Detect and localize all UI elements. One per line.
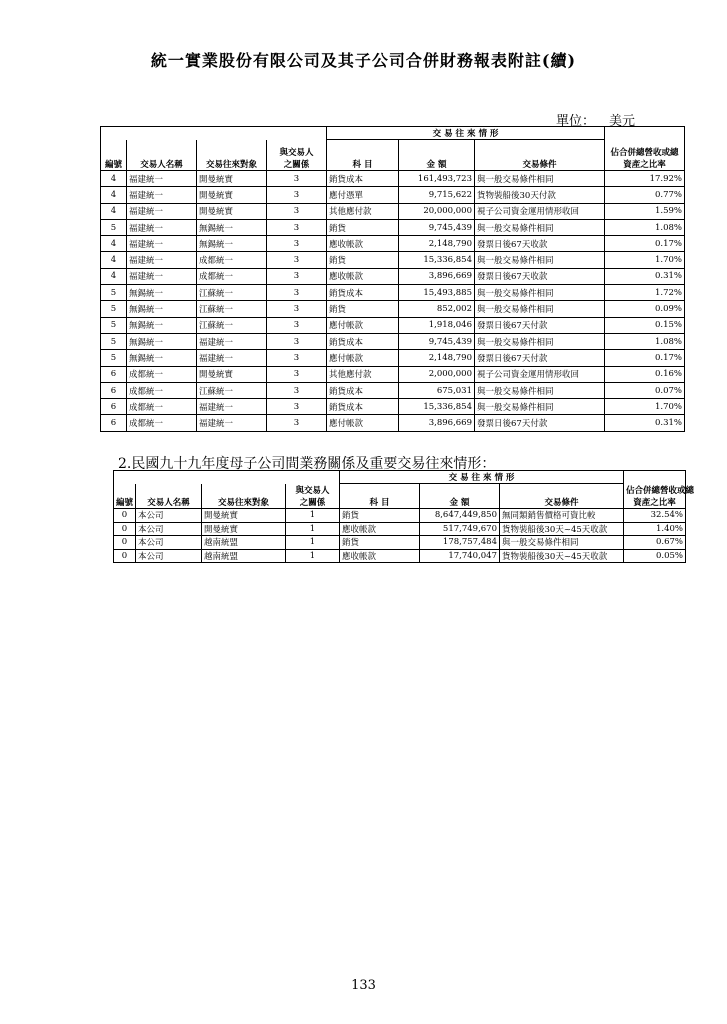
table-row (114, 549, 686, 563)
cell-terms: 與一般交易條件相同 (475, 333, 605, 349)
section2-heading: 2.民國九十九年度母子公司間業務關係及重要交易往來情形： (118, 456, 496, 472)
cell-counterparty: 越南統盟 (202, 549, 286, 563)
cell-no: 6 (101, 366, 127, 382)
cell-ratio: 1.40% (624, 522, 686, 536)
cell-account: 銷貨 (327, 219, 399, 235)
cell-counterparty: 開曼統實 (197, 171, 267, 187)
table1-header-ratio-line1: 佔合併總營收或總 (610, 148, 679, 158)
cell-relation: 3 (267, 171, 327, 187)
cell-no: 6 (101, 382, 127, 398)
cell-ratio: 0.77% (605, 187, 685, 203)
cell-ratio: 0.17% (605, 236, 685, 252)
cell-terms: 與一般交易條件相同 (475, 301, 605, 317)
table1-header-no: 編號 (101, 140, 127, 171)
cell-relation: 1 (286, 549, 340, 563)
cell-party: 成都統一 (127, 366, 197, 382)
table2-header-ratio-line1: 佔合併總營收或總 (626, 486, 695, 496)
cell-account: 銷貨 (327, 301, 399, 317)
table-row (101, 366, 685, 382)
cell-relation: 3 (267, 366, 327, 382)
table-row (101, 236, 685, 252)
cell-relation: 3 (267, 350, 327, 366)
cell-relation: 3 (267, 219, 327, 235)
cell-no: 4 (101, 187, 127, 203)
cell-amount: 3,896,669 (399, 268, 475, 284)
cell-party: 無錫統一 (127, 317, 197, 333)
cell-amount: 20,000,000 (399, 203, 475, 219)
cell-terms: 視子公司資金運用情形收回 (475, 366, 605, 382)
cell-no: 5 (101, 301, 127, 317)
cell-ratio: 0.17% (605, 350, 685, 366)
cell-amount: 517,749,670 (420, 522, 500, 536)
cell-counterparty: 開曼統實 (197, 187, 267, 203)
cell-ratio: 0.09% (605, 301, 685, 317)
cell-ratio: 1.08% (605, 333, 685, 349)
cell-amount: 161,493,723 (399, 171, 475, 187)
table1-header-relation-line2: 之關係 (283, 160, 310, 170)
table-row (101, 382, 685, 398)
table-row (101, 399, 685, 415)
table1-header-account: 科 目 (327, 140, 399, 171)
cell-counterparty: 江蘇統一 (197, 301, 267, 317)
cell-party: 無錫統一 (127, 301, 197, 317)
cell-terms: 視子公司資金運用情形收回 (475, 203, 605, 219)
cell-no: 0 (114, 536, 136, 550)
cell-party: 成都統一 (127, 382, 197, 398)
table-row (114, 522, 686, 536)
cell-party: 本公司 (136, 549, 202, 563)
table1-header-terms: 交易條件 (475, 140, 605, 171)
table1-header-counterparty: 交易往來對象 (197, 140, 267, 171)
cell-party: 無錫統一 (127, 333, 197, 349)
cell-amount: 15,493,885 (399, 285, 475, 301)
table-row (101, 252, 685, 268)
cell-counterparty: 成都統一 (197, 268, 267, 284)
cell-counterparty: 福建統一 (197, 399, 267, 415)
table2-header-relation (286, 484, 340, 509)
cell-no: 5 (101, 317, 127, 333)
cell-relation: 3 (267, 252, 327, 268)
table2-group-header: 交 易 往 來 情 形 (340, 471, 624, 484)
table-row (101, 285, 685, 301)
cell-amount: 8,647,449,850 (420, 509, 500, 523)
cell-relation: 3 (267, 415, 327, 431)
table-row (114, 536, 686, 550)
cell-no: 0 (114, 549, 136, 563)
cell-amount: 2,148,790 (399, 236, 475, 252)
cell-counterparty: 無錫統一 (197, 236, 267, 252)
cell-relation: 3 (267, 317, 327, 333)
cell-party: 福建統一 (127, 171, 197, 187)
table1-header-amount: 金 額 (399, 140, 475, 171)
table-row (101, 415, 685, 431)
cell-amount: 675,031 (399, 382, 475, 398)
cell-counterparty: 福建統一 (197, 350, 267, 366)
table2-header-party: 交易人名稱 (136, 484, 202, 509)
cell-no: 5 (101, 350, 127, 366)
cell-account: 銷貨成本 (327, 399, 399, 415)
table-row (101, 350, 685, 366)
table2-body (114, 509, 686, 563)
cell-account: 銷貨 (327, 252, 399, 268)
cell-amount: 9,745,439 (399, 333, 475, 349)
cell-ratio: 1.70% (605, 399, 685, 415)
cell-account: 應收帳款 (340, 549, 420, 563)
table-row (101, 301, 685, 317)
table1-body (101, 171, 685, 432)
cell-counterparty: 江蘇統一 (197, 285, 267, 301)
cell-relation: 3 (267, 382, 327, 398)
cell-counterparty: 江蘇統一 (197, 382, 267, 398)
cell-ratio: 0.05% (624, 549, 686, 563)
cell-account: 應付憑單 (327, 187, 399, 203)
cell-party: 本公司 (136, 522, 202, 536)
cell-ratio: 0.15% (605, 317, 685, 333)
cell-counterparty: 成都統一 (197, 252, 267, 268)
cell-ratio: 0.16% (605, 366, 685, 382)
table1-header-relation-line1: 與交易人 (279, 148, 314, 158)
cell-ratio: 0.07% (605, 382, 685, 398)
cell-terms: 發票日後67天收款 (475, 268, 605, 284)
cell-relation: 3 (267, 203, 327, 219)
cell-ratio: 1.08% (605, 219, 685, 235)
cell-terms: 貨物裝船後30天~45天收款 (500, 522, 624, 536)
cell-relation: 1 (286, 509, 340, 523)
cell-no: 0 (114, 522, 136, 536)
cell-terms: 貨物裝船後30天付款 (475, 187, 605, 203)
cell-party: 福建統一 (127, 203, 197, 219)
cell-relation: 3 (267, 301, 327, 317)
cell-terms: 與一般交易條件相同 (475, 285, 605, 301)
cell-ratio: 17.92% (605, 171, 685, 187)
cell-ratio: 1.70% (605, 252, 685, 268)
cell-terms: 與一般交易條件相同 (475, 171, 605, 187)
cell-account: 其他應付款 (327, 366, 399, 382)
table2-header-amount: 金 額 (420, 484, 500, 509)
cell-account: 應收帳款 (340, 522, 420, 536)
cell-ratio: 0.31% (605, 415, 685, 431)
cell-no: 5 (101, 333, 127, 349)
cell-party: 無錫統一 (127, 350, 197, 366)
cell-party: 福建統一 (127, 268, 197, 284)
cell-no: 4 (101, 203, 127, 219)
table-row (114, 509, 686, 523)
cell-no: 4 (101, 268, 127, 284)
cell-relation: 3 (267, 268, 327, 284)
cell-counterparty: 福建統一 (197, 415, 267, 431)
table2-header-ratio-line2: 資產之比率 (633, 498, 676, 508)
cell-no: 0 (114, 509, 136, 523)
unit-label-text: 單位： (556, 114, 596, 129)
table-row (101, 203, 685, 219)
cell-amount: 178,757,484 (420, 536, 500, 550)
cell-account: 銷貨 (340, 509, 420, 523)
cell-amount: 2,000,000 (399, 366, 475, 382)
cell-terms: 無同類銷售價格可資比較 (500, 509, 624, 523)
cell-terms: 與一般交易條件相同 (500, 536, 624, 550)
cell-counterparty: 開曼統實 (202, 509, 286, 523)
cell-account: 應付帳款 (327, 415, 399, 431)
cell-amount: 15,336,854 (399, 252, 475, 268)
cell-relation: 3 (267, 333, 327, 349)
cell-counterparty: 無錫統一 (197, 219, 267, 235)
cell-amount: 17,740,047 (420, 549, 500, 563)
cell-account: 應收帳款 (327, 236, 399, 252)
cell-account: 銷貨成本 (327, 171, 399, 187)
page-title: 統一實業股份有限公司及其子公司合併財務報表附註(續) (150, 51, 577, 70)
cell-account: 應付帳款 (327, 350, 399, 366)
cell-counterparty: 江蘇統一 (197, 317, 267, 333)
cell-terms: 與一般交易條件相同 (475, 219, 605, 235)
cell-account: 銷貨成本 (327, 333, 399, 349)
cell-terms: 與一般交易條件相同 (475, 382, 605, 398)
table2-header-ratio (624, 484, 695, 509)
cell-ratio: 32.54% (624, 509, 686, 523)
cell-counterparty: 福建統一 (197, 333, 267, 349)
cell-terms: 貨物裝船後30天~45天收款 (500, 549, 624, 563)
cell-account: 應收帳款 (327, 268, 399, 284)
cell-relation: 3 (267, 399, 327, 415)
cell-relation: 1 (286, 536, 340, 550)
table1-header-party: 交易人名稱 (127, 140, 197, 171)
table-row (101, 187, 685, 203)
table2-header-counterparty: 交易往來對象 (202, 484, 286, 509)
table-row (101, 268, 685, 284)
cell-account: 銷貨成本 (327, 285, 399, 301)
cell-party: 成都統一 (127, 415, 197, 431)
table2-header-terms: 交易條件 (500, 484, 624, 509)
table2-header-relation-line1: 與交易人 (295, 486, 330, 496)
table-row (101, 317, 685, 333)
cell-counterparty: 開曼統實 (197, 203, 267, 219)
cell-terms: 發票日後67天付款 (475, 415, 605, 431)
table-row (101, 219, 685, 235)
table2-header-account: 科 目 (340, 484, 420, 509)
cell-account: 銷貨成本 (327, 382, 399, 398)
cell-party: 福建統一 (127, 187, 197, 203)
cell-no: 6 (101, 399, 127, 415)
unit-value: 美元 (609, 114, 636, 129)
transactions-table-2 (113, 470, 695, 563)
cell-ratio: 0.67% (624, 536, 686, 550)
table1-header-relation (267, 140, 327, 171)
cell-no: 4 (101, 171, 127, 187)
cell-no: 6 (101, 415, 127, 431)
cell-amount: 9,715,622 (399, 187, 475, 203)
table2-header-relation-line2: 之關係 (299, 498, 326, 508)
cell-amount: 9,745,439 (399, 219, 475, 235)
cell-account: 其他應付款 (327, 203, 399, 219)
cell-party: 福建統一 (127, 236, 197, 252)
cell-no: 5 (101, 219, 127, 235)
cell-relation: 3 (267, 236, 327, 252)
cell-relation: 1 (286, 522, 340, 536)
cell-counterparty: 開曼統實 (197, 366, 267, 382)
cell-amount: 3,896,669 (399, 415, 475, 431)
cell-amount: 852,002 (399, 301, 475, 317)
cell-no: 5 (101, 285, 127, 301)
cell-relation: 3 (267, 285, 327, 301)
cell-ratio: 1.59% (605, 203, 685, 219)
cell-no: 4 (101, 252, 127, 268)
table-row (101, 171, 685, 187)
cell-ratio: 1.72% (605, 285, 685, 301)
cell-terms: 發票日後67天付款 (475, 350, 605, 366)
cell-terms: 發票日後67天收款 (475, 236, 605, 252)
cell-amount: 15,336,854 (399, 399, 475, 415)
cell-party: 成都統一 (127, 399, 197, 415)
cell-counterparty: 開曼統實 (202, 522, 286, 536)
cell-account: 銷貨 (340, 536, 420, 550)
cell-counterparty: 越南統盟 (202, 536, 286, 550)
table1-group-header: 交 易 往 來 情 形 (327, 127, 605, 140)
page-number: 133 (351, 978, 376, 993)
cell-relation: 3 (267, 187, 327, 203)
cell-account: 應付帳款 (327, 317, 399, 333)
cell-amount: 1,918,046 (399, 317, 475, 333)
table2-header-no: 編號 (114, 484, 136, 509)
table-row (101, 333, 685, 349)
cell-terms: 與一般交易條件相同 (475, 399, 605, 415)
cell-terms: 與一般交易條件相同 (475, 252, 605, 268)
cell-terms: 發票日後67天付款 (475, 317, 605, 333)
cell-ratio: 0.31% (605, 268, 685, 284)
table1-header-ratio-line2: 資產之比率 (623, 160, 666, 170)
transactions-table-1 (100, 126, 685, 432)
cell-party: 無錫統一 (127, 285, 197, 301)
cell-party: 福建統一 (127, 252, 197, 268)
cell-party: 本公司 (136, 509, 202, 523)
table1-header-ratio (605, 140, 685, 171)
cell-party: 本公司 (136, 536, 202, 550)
cell-party: 福建統一 (127, 219, 197, 235)
cell-amount: 2,148,790 (399, 350, 475, 366)
cell-no: 4 (101, 236, 127, 252)
